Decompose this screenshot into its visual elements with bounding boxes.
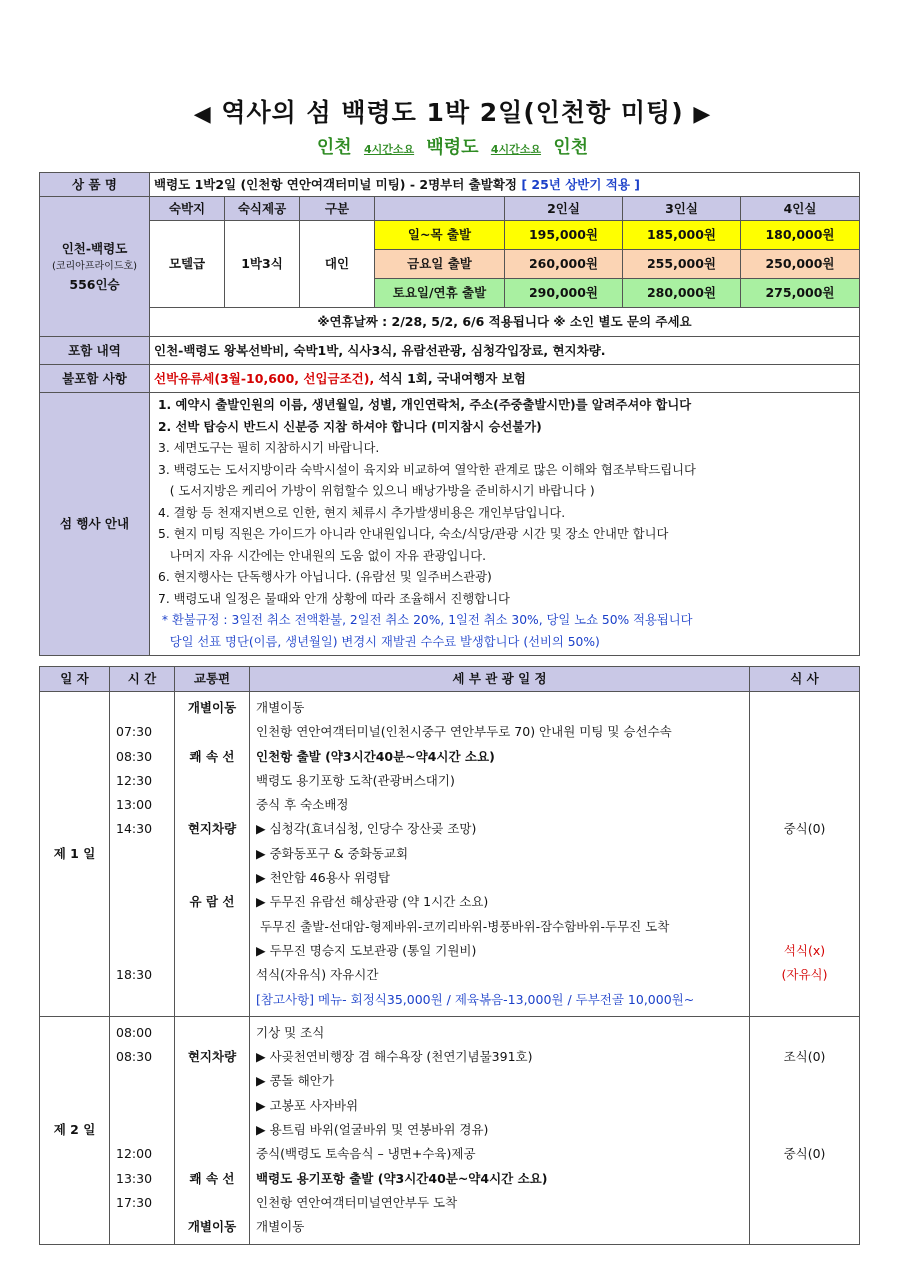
- time-cell: 08:00: [116, 1024, 153, 1040]
- price-row-label: 일~목 출발: [375, 221, 505, 250]
- price-3p: 280,000원: [623, 279, 741, 308]
- time-cell: [116, 866, 168, 890]
- day-label: 제 1 일: [40, 692, 110, 1017]
- transport-cell: [181, 866, 243, 890]
- product-label: 상 품 명: [40, 173, 150, 197]
- detail-line: ▶ 두무진 명승지 도보관광 (통일 기원비): [256, 942, 477, 958]
- transport-cell: [181, 1118, 243, 1142]
- meal-cell: [756, 915, 853, 939]
- schedule-header-meal: 식 사: [750, 667, 860, 692]
- arrow-left-icon: ◀: [193, 102, 212, 127]
- transport-cell: [181, 939, 243, 963]
- detail-line: 인천항 연안여객터미널연안부두 도착: [256, 1194, 458, 1210]
- time-cell: [116, 1069, 168, 1093]
- detail-line: 석식(자유식) 자유시간: [256, 967, 379, 983]
- price-3p: 255,000원: [623, 250, 741, 279]
- detail-line: 인천항 출발 (약3시간40분~약4시간 소요): [256, 748, 495, 764]
- transport-cell: [181, 915, 243, 939]
- meal-cell: 중식(0): [783, 821, 826, 837]
- notice-item: 나머지 자유 시간에는 안내원의 도움 없이 자유 관광입니다.: [158, 548, 487, 563]
- transport-cell: 현지차량: [187, 1049, 237, 1065]
- price-3p: 185,000원: [623, 221, 741, 250]
- info-table: [39, 172, 860, 656]
- transport-cell: 개별이동: [187, 700, 237, 715]
- detail-line: ▶ 중화동포구 & 중화동교회: [256, 845, 409, 861]
- price-2p: 195,000원: [505, 221, 623, 250]
- meal-cell: [756, 1215, 853, 1239]
- schedule-table: [39, 666, 860, 1245]
- time-cell: 08:30: [116, 1049, 153, 1065]
- transport-cell: [181, 1094, 243, 1118]
- notice-item: 5. 현지 미팅 직원은 가이드가 아니라 안내원입니다, 숙소/식당/관광 시간 및 장소 안내만 합니다: [158, 527, 669, 541]
- notices-label: 섬 행사 안내: [40, 393, 150, 656]
- day-transport: [175, 1016, 250, 1244]
- detail-line: 중식(백령도 토속음식 – 냉면+수육)제공: [256, 1146, 476, 1162]
- meal-cell: (자유식): [781, 967, 828, 983]
- price-4p: 275,000원: [741, 279, 860, 308]
- meal-cell: 석식(x): [783, 942, 826, 958]
- notice-item: 4. 결항 등 천재지변으로 인한, 현지 체류시 추가발생비용은 개인부담입니다.: [158, 505, 566, 520]
- detail-line: ▶ 콩돌 해안가: [256, 1073, 334, 1089]
- route-duration-1: 4시간소요: [363, 143, 415, 156]
- transport-cell: [181, 793, 243, 817]
- meal-cell: [756, 842, 853, 866]
- schedule-header-date: 일 자: [40, 667, 110, 692]
- meal-cell: [756, 793, 853, 817]
- detail-line: ▶ 용트림 바위(얼굴바위 및 연봉바위 경유): [256, 1122, 489, 1138]
- detail-line: ▶ 고봉포 사자바위: [256, 1097, 359, 1113]
- detail-line: ▶ 심청각(효녀심청, 인당수 장산곶 조망): [256, 821, 477, 837]
- detail-line: 인천항 연안여객터미널(인천시중구 연안부두로 70) 안내원 미팅 및 승선수속: [256, 724, 672, 740]
- time-cell: 13:00: [116, 797, 153, 813]
- transport-cell: 현지차량: [187, 821, 237, 837]
- route-origin: 인천: [316, 137, 352, 158]
- refund-policy: 당일 선표 명단(이름, 생년월일) 변경시 재발권 수수료 발생합니다 (선비의 50%): [158, 634, 600, 649]
- detail-line: 두무진 출발-선대암-형제바위-코끼리바위-병풍바위-잠수함바위-두무진 도착: [256, 918, 670, 934]
- meal-cell: [756, 745, 853, 769]
- meal-cell: 조식(0): [783, 1049, 826, 1065]
- detail-line: 개별이동: [256, 700, 305, 715]
- pricing-route-cell: [40, 197, 150, 337]
- transport-cell: 쾌 속 선: [189, 1170, 235, 1186]
- price-4p: 250,000원: [741, 250, 860, 279]
- time-cell: [116, 1118, 168, 1142]
- transport-cell: [181, 769, 243, 793]
- notice-item: 7. 백령도내 일정은 물때와 안개 상황에 따라 조율해서 진행합니다: [158, 591, 510, 606]
- time-cell: [116, 915, 168, 939]
- product-name-cell: [150, 173, 860, 197]
- pricing-route-name: 인천-백령도: [61, 240, 128, 256]
- detail-line-reference: [참고사항] 메뉴- 회정식35,000원 / 제육볶음-13,000원 / 두부전골 10,000원~: [256, 991, 695, 1007]
- time-cell: 12:00: [116, 1146, 153, 1162]
- product-name: 백령도 1박2일 (인천항 연안여객터미널 미팅) - 2명부터 출발확정: [154, 176, 517, 192]
- page-title: [0, 93, 905, 129]
- refund-policy: * 환불규정 : 3일전 취소 전액환불, 2일전 취소 20%, 1일전 취소 30%, 당일 노쇼 50% 적용됩니다: [158, 613, 693, 627]
- detail-line: 기상 및 조식: [256, 1024, 325, 1040]
- col-header-lodging: 숙박지: [150, 197, 225, 221]
- category-value: 대인: [300, 221, 375, 308]
- day-label: 제 2 일: [40, 1016, 110, 1244]
- route-line: [0, 133, 905, 159]
- time-cell: [116, 890, 168, 914]
- meal-cell: [756, 1167, 853, 1191]
- detail-line: 중식 후 숙소배정: [256, 797, 349, 813]
- time-cell: 17:30: [116, 1194, 153, 1210]
- notice-item: 1. 예약시 출발인원의 이름, 생년월일, 성별, 개인연락처, 주소(주중출발시만)를 알려주셔야 합니다: [158, 398, 692, 412]
- meals-value: 1박3식: [225, 221, 300, 308]
- col-header-category: 구분: [300, 197, 375, 221]
- meal-cell: [756, 696, 853, 720]
- col-header-3p: 3인실: [623, 197, 741, 221]
- col-header-4p: 4인실: [741, 197, 860, 221]
- notice-item: ( 도서지방은 케리어 가방이 위험할수 있으니 배낭가방을 준비하시기 바랍니다 ): [158, 484, 595, 498]
- meal-cell: [756, 890, 853, 914]
- meal-cell: [756, 866, 853, 890]
- transport-cell: [181, 1191, 243, 1215]
- transport-cell: 유 람 선: [189, 894, 235, 910]
- col-header-meals: 숙식제공: [225, 197, 300, 221]
- time-cell: [116, 1094, 168, 1118]
- detail-line: 백령도 용기포항 출발 (약3시간40분~약4시간 소요): [256, 1170, 548, 1186]
- time-cell: [116, 1215, 168, 1239]
- day-transport: [175, 692, 250, 1017]
- col-header-2p: 2인실: [505, 197, 623, 221]
- meal-cell: [756, 769, 853, 793]
- schedule-header-itinerary: 세 부 관 광 일 정: [250, 667, 750, 692]
- included-label: 포함 내역: [40, 337, 150, 365]
- excluded-red-text: 선박유류세(3월-10,600, 선입금조건),: [154, 370, 375, 386]
- notice-item: 3. 세면도구는 필히 지참하시기 바랍니다.: [158, 441, 380, 455]
- time-cell: 13:30: [116, 1170, 153, 1186]
- time-cell: 07:30: [116, 724, 153, 740]
- day-details: [250, 692, 750, 1017]
- time-cell: 12:30: [116, 772, 153, 788]
- transport-cell: [181, 1069, 243, 1093]
- transport-cell: [181, 1021, 243, 1045]
- holiday-note: ※연휴날짜 : 2/28, 5/2, 6/6 적용됩니다 ※ 소인 별도 문의 주세요: [150, 308, 860, 337]
- transport-cell: [181, 988, 243, 1012]
- meal-cell: 중식(0): [783, 1146, 826, 1162]
- route-destination: 백령도: [426, 137, 479, 158]
- day-meals: [750, 692, 860, 1017]
- meal-cell: [756, 1118, 853, 1142]
- schedule-header-transport: 교통편: [175, 667, 250, 692]
- product-season-note: [ 25년 상반기 적용 ]: [521, 176, 641, 192]
- price-2p: 260,000원: [505, 250, 623, 279]
- transport-cell: [181, 720, 243, 744]
- time-cell: [116, 988, 168, 1012]
- time-cell: 18:30: [116, 967, 153, 983]
- meal-cell: [756, 1021, 853, 1045]
- notice-item: 3. 백령도는 도서지방이라 숙박시설이 육지와 비교하여 열악한 관계로 많은 이해와 협조부탁드립니다: [158, 462, 696, 477]
- day-times: [110, 1016, 175, 1244]
- meal-cell: [756, 1069, 853, 1093]
- route-duration-2: 4시간소요: [490, 143, 542, 156]
- excluded-cell: [150, 365, 860, 393]
- detail-line: 백령도 용기포항 도착(관광버스대기): [256, 772, 455, 788]
- time-cell: [116, 939, 168, 963]
- notice-item: 2. 선박 탑승시 반드시 신분증 지참 하셔야 합니다 (미지참시 승선불가): [158, 419, 542, 434]
- transport-cell: [181, 1142, 243, 1166]
- transport-cell: 쾌 속 선: [189, 748, 235, 764]
- day-details: [250, 1016, 750, 1244]
- time-cell: [116, 842, 168, 866]
- title-text: 역사의 섬 백령도 1박 2일(인천항 미팅): [221, 98, 684, 127]
- transport-cell: [181, 963, 243, 987]
- meal-cell: [756, 1191, 853, 1215]
- day-times: [110, 692, 175, 1017]
- time-cell: 14:30: [116, 821, 153, 837]
- meal-cell: [756, 988, 853, 1012]
- price-row-label: 금요일 출발: [375, 250, 505, 279]
- price-4p: 180,000원: [741, 221, 860, 250]
- meal-cell: [756, 720, 853, 744]
- pricing-capacity: 556인승: [69, 276, 120, 292]
- notices-list: [150, 393, 860, 656]
- detail-line: ▶ 천안함 46용사 위령탑: [256, 870, 391, 886]
- time-cell: 08:30: [116, 748, 153, 764]
- pricing-ship: (코리아프라이드호): [51, 260, 138, 272]
- excluded-label: 불포함 사항: [40, 365, 150, 393]
- excluded-text: 석식 1회, 국내여행자 보험: [374, 370, 526, 386]
- transport-cell: 개별이동: [187, 1219, 237, 1235]
- detail-line: ▶ 두무진 유람선 해상관광 (약 1시간 소요): [256, 894, 489, 910]
- included-text: 인천-백령도 왕복선박비, 숙박1박, 식사3식, 유람선관광, 심청각입장료, 현지차량.: [150, 337, 860, 365]
- time-cell: [116, 696, 168, 720]
- price-2p: 290,000원: [505, 279, 623, 308]
- day-meals: [750, 1016, 860, 1244]
- arrow-right-icon: ▶: [693, 102, 712, 127]
- detail-line: 개별이동: [256, 1219, 305, 1235]
- route-return: 인천: [553, 137, 589, 158]
- lodging-value: 모텔급: [150, 221, 225, 308]
- notice-item: 6. 현지행사는 단독행사가 아닙니다. (유람선 및 일주버스관광): [158, 570, 492, 584]
- schedule-header-time: 시 간: [110, 667, 175, 692]
- meal-cell: [756, 1094, 853, 1118]
- price-row-label: 토요일/연휴 출발: [375, 279, 505, 308]
- col-header-departure: [375, 197, 505, 221]
- transport-cell: [181, 842, 243, 866]
- detail-line: ▶ 사곶천연비행장 겸 해수욕장 (천연기념물391호): [256, 1049, 533, 1065]
